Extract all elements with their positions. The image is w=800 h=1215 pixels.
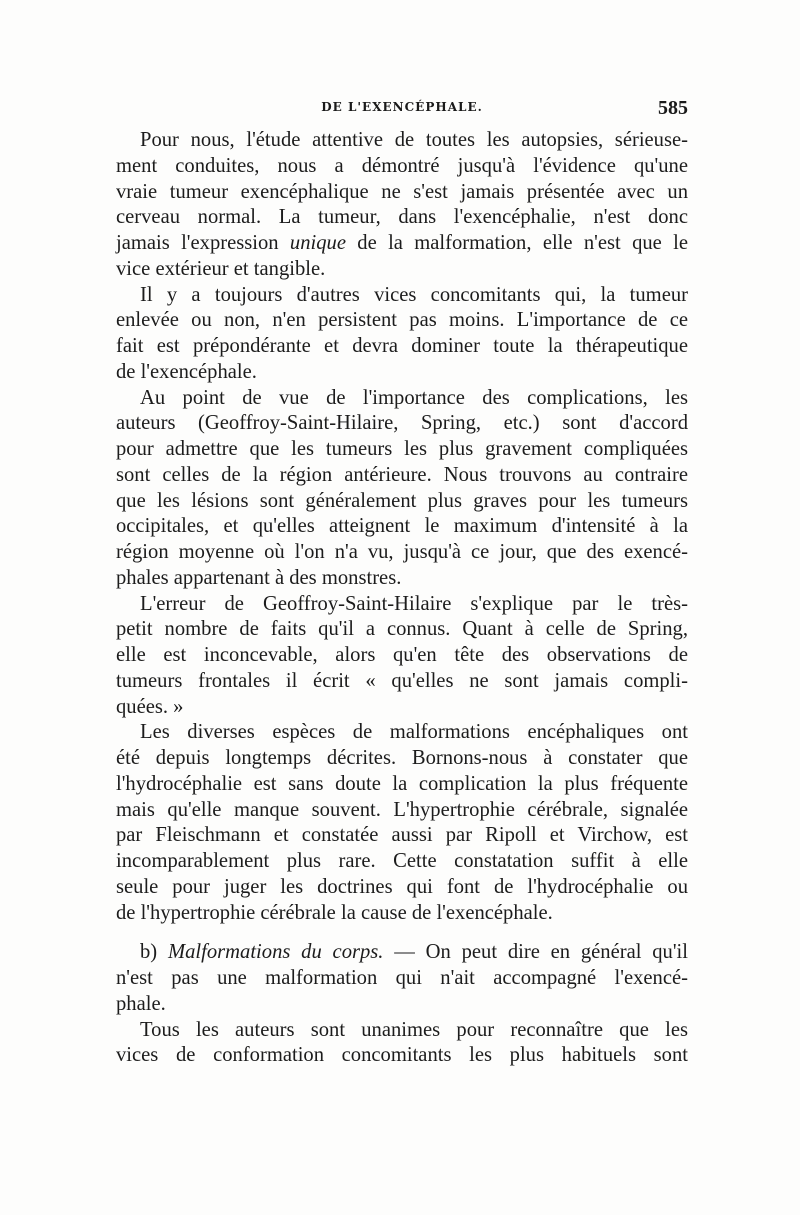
text-line: Il y a toujours d'autres vices concomitants qui, la tumeur (140, 283, 688, 306)
text-line: Tous les auteurs sont unanimes pour reconnaître que les (140, 1018, 688, 1041)
text-line: l'hydrocéphalie est sans doute la complication la plus fréquente (116, 772, 688, 795)
text-line: occipitales, et qu'elles atteignent le maximum d'intensité à la (116, 515, 688, 538)
text-line: phales appartenant à des monstres. (116, 566, 402, 589)
paragraph (116, 128, 688, 283)
text-line: Au point de vue de l'importance des complications, les (140, 386, 688, 409)
text-line: par Fleischmann et constatée aussi par Ripoll et Virchow, est (116, 824, 688, 847)
text-line: Pour nous, l'étude attentive de toutes les autopsies, sérieuse- (140, 129, 688, 151)
text-line: petit nombre de faits qu'il a connus. Quant à celle de Spring, (116, 618, 688, 641)
text-line: mais qu'elle manque souvent. L'hypertrophie cérébrale, signalée (116, 798, 688, 821)
text-line: ment conduites, nous a démontré jusqu'à l'évidence qu'une (116, 154, 688, 177)
body-text (116, 128, 688, 1069)
text-line: que les lésions sont généralement plus graves pour les tumeurs (116, 489, 688, 512)
paragraph (116, 1018, 688, 1070)
text-line: vices de conformation concomitants les plus habituels sont (116, 1044, 688, 1067)
paragraph (116, 592, 688, 721)
text-line: de l'hypertrophie cérébrale la cause de l'exencéphale. (116, 901, 553, 924)
page-header (116, 97, 688, 122)
text-line: tumeurs frontales il écrit « qu'elles ne sont jamais compli- (116, 669, 688, 692)
text-line: quées. » (116, 695, 184, 718)
text-line: enlevée ou non, n'en persistent pas moins. L'importance de ce (116, 309, 688, 332)
text-line: seule pour juger les doctrines qui font de l'hydrocéphalie ou (116, 875, 688, 898)
running-head: DE L'EXENCÉPHALE. (321, 100, 483, 114)
paragraph (116, 940, 688, 1017)
text-line: Les diverses espèces de malformations encéphaliques ont (140, 721, 688, 744)
text-line: L'erreur de Geoffroy-Saint-Hilaire s'explique par le très- (140, 592, 688, 615)
text-line: vraie tumeur exencéphalique ne s'est jamais présentée avec un (116, 180, 688, 203)
text-line: de l'exencéphale. (116, 360, 257, 383)
text-line: région moyenne où l'on n'a vu, jusqu'à ce jour, que des exencé- (116, 541, 688, 563)
text-line: cerveau normal. La tumeur, dans l'exencéphalie, n'est donc (116, 206, 688, 229)
text-line: vice extérieur et tangible. (116, 257, 326, 280)
section-gap (116, 926, 688, 940)
emphasis: Malformations du corps. (167, 941, 384, 964)
text-line: pour admettre que les tumeurs les plus gravement compliquées (116, 438, 688, 460)
text-line: n'est pas une malformation qui n'ait accompagné l'exencé- (116, 967, 688, 989)
paragraph (116, 386, 688, 592)
text-line: auteurs (Geoffroy-Saint-Hilaire, Spring, etc.) sont d'accord (116, 412, 688, 435)
text-line: fait est prépondérante et devra dominer toute la thérapeutique (116, 335, 688, 357)
text-line: phale. (116, 992, 166, 1015)
text-line: incomparablement plus rare. Cette constatation suffit à elle (116, 850, 688, 872)
emphasis: unique (289, 232, 346, 254)
text-line: sont celles de la région antérieure. Nous trouvons au contraire (116, 463, 688, 486)
paragraph (116, 720, 688, 926)
paragraph (116, 283, 688, 386)
text-line: été depuis longtemps décrites. Bornons-nous à constater que (116, 747, 688, 769)
text-line: elle est inconcevable, alors qu'en tête des observations de (116, 644, 688, 666)
text-line: b) Malformations du corps. — On peut dire en général qu'il (140, 941, 688, 964)
text-line: jamais l'expression unique de la malformation, elle n'est que le (116, 232, 689, 254)
page-number: 585 (658, 97, 688, 119)
